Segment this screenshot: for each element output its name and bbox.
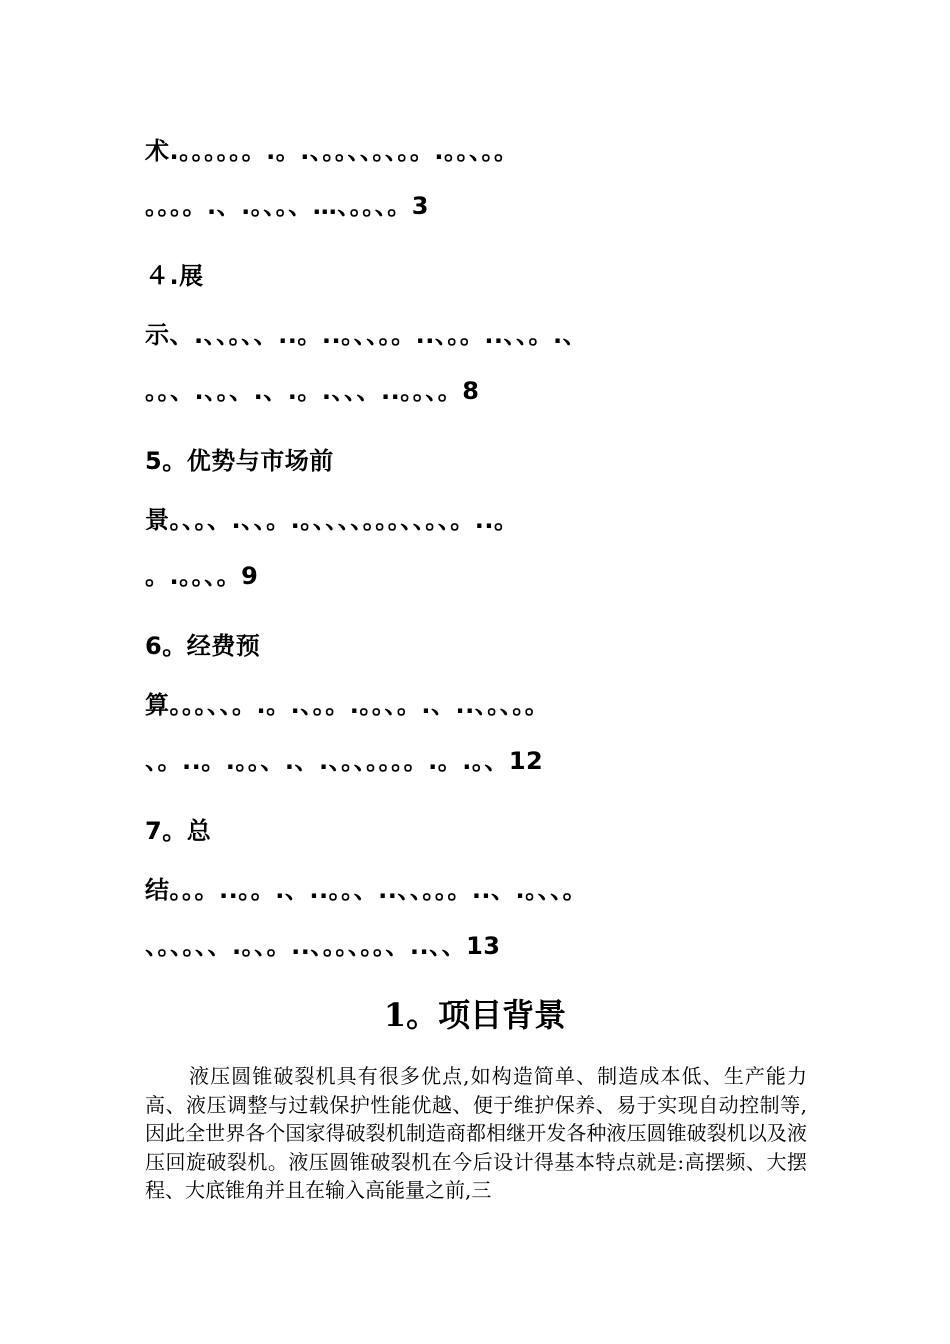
toc-line: 算。。。、、。.。.、。。.。。、。.、..、。、。。 <box>145 691 550 719</box>
toc-heading: 7。总 <box>145 817 212 845</box>
toc-line: 。.。。、。9 <box>145 562 259 590</box>
toc-line: 示、.、、。、、..。..。、、。。..、。。..、、。.、 <box>145 321 588 349</box>
toc-line: 、。..。.。。、.、.、。、。。。。.。.。、12 <box>145 747 544 775</box>
toc-heading: ４.展 <box>145 262 204 290</box>
toc-heading: 5。优势与市场前 <box>145 447 334 475</box>
toc-line: 术.。。。。。。.。.、。。、、。、。。.。。、。。 <box>145 137 519 165</box>
toc-line: 、。、。、、.。、。..、。。、。。、..、、13 <box>145 932 501 960</box>
toc-line: 。。、.、。、.、.。.、、、..。。、。8 <box>145 377 480 405</box>
body-paragraph: 液压圆锥破裂机具有很多优点,如构造简单、制造成本低、生产能力高、液压调整与过载保护性能优越、便于维护保养、易于实现自动控制等,因此全世界各个国家得破裂机制造商都相继开发各种液压圆锥破裂机以及液压回旋破裂机。液压圆锥破裂机在今后设计得基本特点就是:高摆频、大摆程、大底锥角并且在输入高能量之前,三 <box>145 1064 807 1202</box>
section-title: 1。项目背景 <box>383 996 567 1034</box>
toc-heading: 6。经费预 <box>145 632 261 660</box>
toc-line: 。。。。.、.。、。、…、。。、。3 <box>145 192 429 220</box>
toc-line: 结。。。..。。.、..。。、..、、。。。..、.。、、。 <box>145 876 588 904</box>
toc-line: 景。、。、.、、。.。、、、、。。。、、。、。..。 <box>145 506 519 534</box>
